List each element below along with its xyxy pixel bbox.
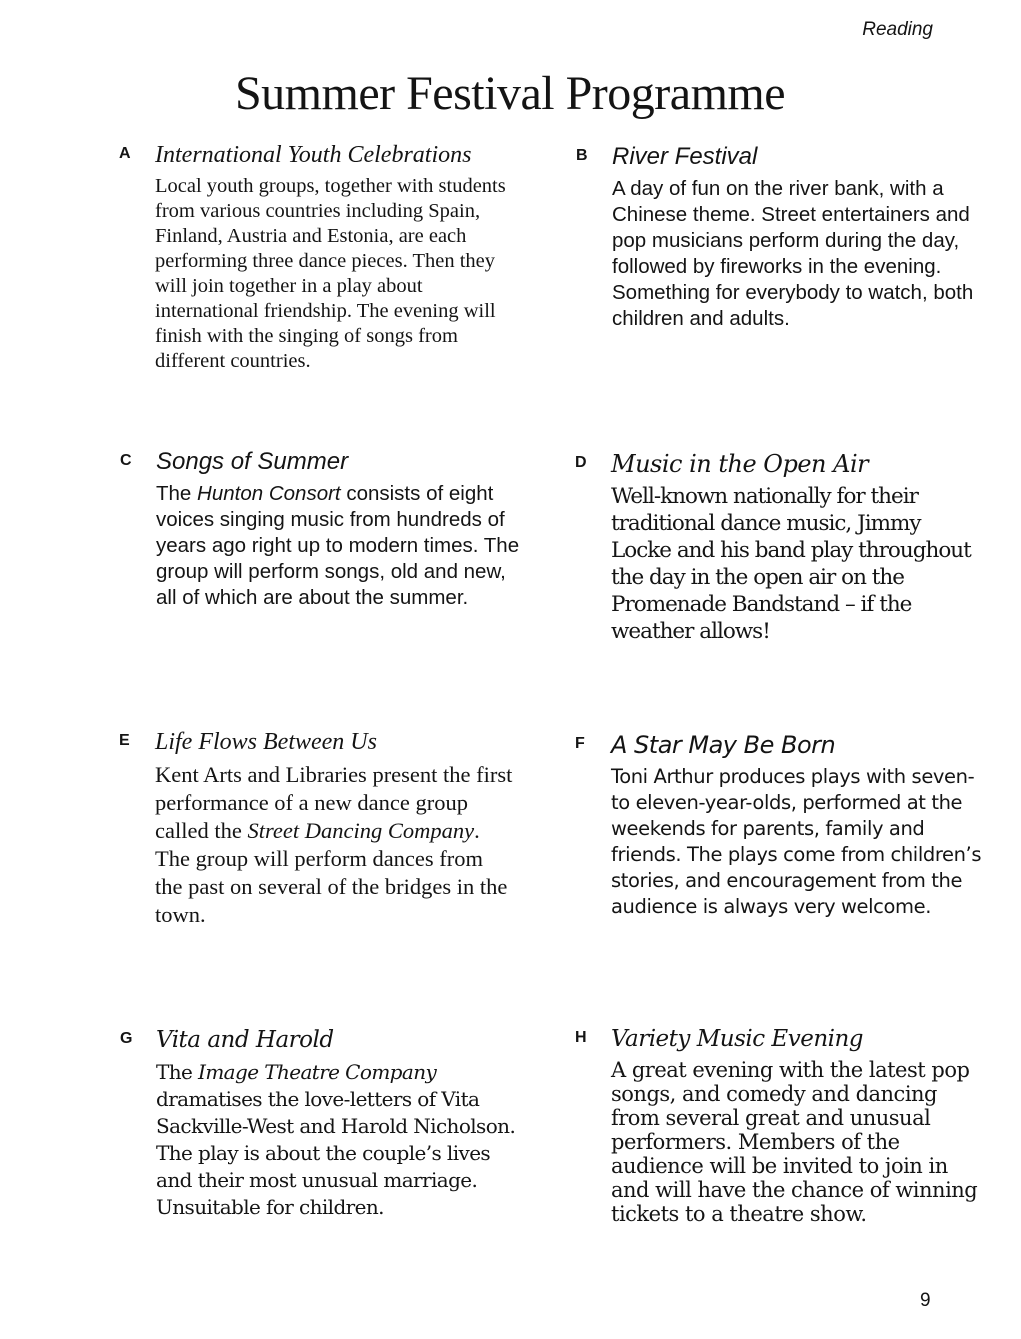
entry-letter: D xyxy=(575,454,587,471)
entry-body: Well-known nationally for their traditional dance music, Jimmy Locke and his band play throughout the day in the open air on the Promenade Bandstand – if the weather allows! xyxy=(611,484,971,644)
entry-letter: B xyxy=(576,147,588,164)
page-title: Summer Festival Programme xyxy=(234,67,786,120)
entry-letter: E xyxy=(119,732,130,749)
entry-letter: G xyxy=(120,1030,133,1047)
entry-body: The Hunton Consort consists of eight voices singing music from hundreds of years ago right up to modern times. The group will perform songs, old and new, all of which are about the summer. xyxy=(156,482,520,609)
entry-letter: C xyxy=(120,452,132,469)
page-number: 9 xyxy=(920,1290,931,1311)
entry-title: Music in the Open Air xyxy=(611,450,869,478)
entry-letter: H xyxy=(575,1029,587,1046)
ensemble-name: Hunton Consort xyxy=(197,482,341,505)
entry-title: International Youth Celebrations xyxy=(155,142,472,168)
programme-entry-a xyxy=(119,140,530,374)
company-name: Street Dancing Company xyxy=(247,818,475,843)
programme-entry-g xyxy=(120,1025,531,1221)
programme-entry-e xyxy=(119,727,515,929)
programme-entry-b xyxy=(576,142,987,332)
programme-entry-c xyxy=(120,447,531,611)
programme-entry-d xyxy=(575,449,986,645)
entry-body: A great evening with the latest pop songs, and comedy and dancing from several great and unusual performers. Members of the audience will be invited to join in and will have the chance of winning tickets to a theatre show. xyxy=(611,1058,978,1226)
section-label: Reading xyxy=(862,19,933,40)
entry-letter: A xyxy=(119,145,131,162)
company-name: Image Theatre Company xyxy=(198,1060,437,1084)
entry-body: Toni Arthur produces plays with seven- to eleven-year-olds, performed at the weekends for parents, family and friends. The plays come from children’s stories, and encouragement from the audience is always very welcome. xyxy=(611,765,982,918)
entry-body: Local youth groups, together with students from various countries including Spain, Finland, Austria and Estonia, are each performing three dance pieces. Then they will join together in a play about international friendship. The evening will finish with the singing of songs from different countries. xyxy=(155,175,506,372)
entry-title: Songs of Summer xyxy=(156,448,349,475)
entry-title: Life Flows Between Us xyxy=(155,729,377,755)
entry-title: Vita and Harold xyxy=(156,1027,334,1053)
entry-title: A Star May Be Born xyxy=(611,731,836,759)
programme-entry-h xyxy=(575,1024,986,1226)
entry-body: Kent Arts and Libraries present the first performance of a new dance group called the Street Dancing Company. The group will perform dances from the past on several of the bridges in the town. xyxy=(155,762,513,927)
entry-title: River Festival xyxy=(612,143,758,170)
entry-title: Variety Music Evening xyxy=(611,1026,864,1052)
entry-body: The Image Theatre Company dramatises the love-letters of Vita Sackville-West and Harold Nicholson. The play is about the couple’s lives and their most unusual marriage. Unsuitable for children. xyxy=(156,1060,516,1219)
entry-letter: F xyxy=(575,735,585,752)
entry-body: A day of fun on the river bank, with a Chinese theme. Street entertainers and pop musicians perform during the day, followed by fireworks in the evening. Something for everybody to watch, both children and adults. xyxy=(612,177,974,330)
programme-entry-f xyxy=(575,730,986,920)
